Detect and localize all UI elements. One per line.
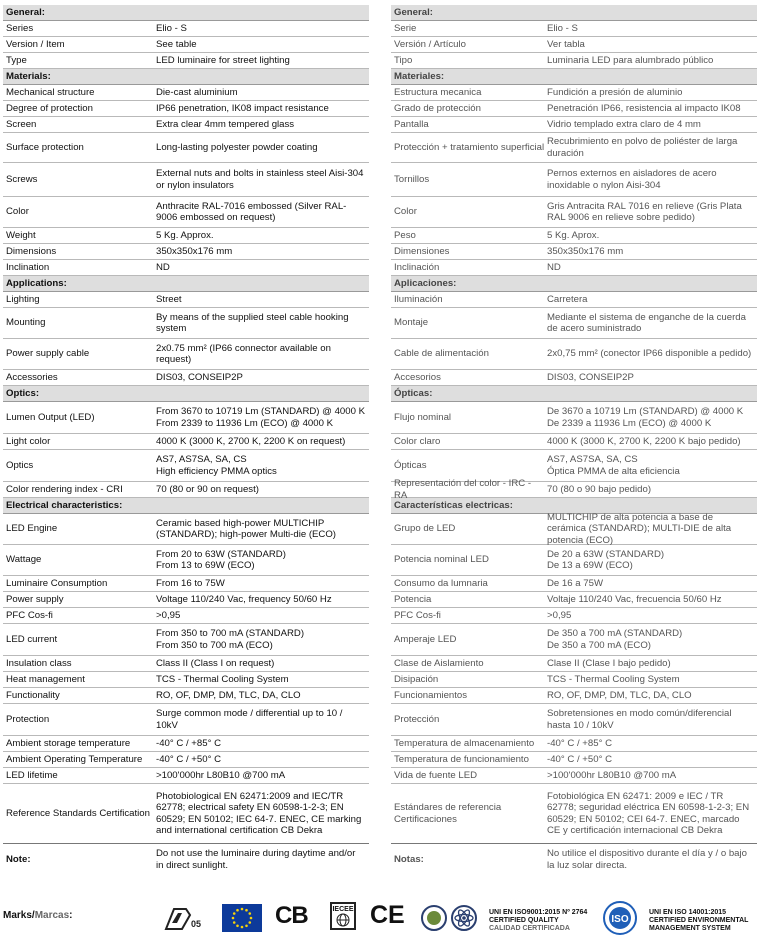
- spec-row: [391, 736, 757, 752]
- spec-label: PFC Cos-fi: [6, 609, 53, 621]
- spec-value: Luminaria LED para alumbrado público: [547, 54, 714, 66]
- eu-star-icon: [250, 917, 253, 920]
- spec-row: [3, 482, 369, 498]
- spec-row: [3, 21, 369, 37]
- note-row: [3, 844, 369, 875]
- spec-value: Voltaje 110/240 Vac, frecuencia 50/60 Hz: [547, 593, 722, 605]
- section-header: Materiales:: [391, 69, 757, 85]
- spec-label: Inclinación: [394, 261, 440, 273]
- spec-value: RO, OF, DMP, DM, TLC, DA, CLO: [547, 689, 692, 701]
- cb-mark: CB: [275, 902, 308, 929]
- spec-value: 70 (80 o 90 bajo pedido): [547, 483, 652, 495]
- spec-value: RO, OF, DMP, DM, TLC, DA, CLO: [156, 689, 301, 701]
- spec-value: From 20 to 63W (STANDARD) From 13 to 69W (ECO): [156, 548, 286, 571]
- spec-row: [3, 592, 369, 608]
- eu-star-icon: [233, 912, 236, 915]
- eu-star-icon: [248, 912, 251, 915]
- spec-value: Sobretensiones en modo común/diferencial hasta 10 / 10kV: [547, 708, 732, 731]
- eu-star-icon: [236, 924, 239, 927]
- spec-label: Dimensions: [6, 245, 57, 257]
- iecee-globe-icon: [334, 913, 352, 927]
- iecee-mark: IECEE: [330, 902, 356, 930]
- spec-value: External nuts and bolts in stainless steel Aisi-304 or nylon insulators: [156, 168, 364, 191]
- spec-value: -40° C / +85° C: [156, 737, 221, 749]
- spec-row: [3, 260, 369, 276]
- spec-label: Clase de Aislamiento: [394, 657, 484, 669]
- spec-value: De 20 a 63W (STANDARD) De 13 a 69W (ECO): [547, 548, 665, 571]
- spec-label: Cable de alimentación: [394, 348, 489, 360]
- spec-label: Ambient Operating Temperature: [6, 753, 143, 765]
- spec-value: From 3670 to 10719 Lm (STANDARD) @ 4000 K From 2339 to 11936 Lm (ECO) @ 4000 K: [156, 406, 365, 429]
- spec-label: Tipo: [394, 54, 413, 66]
- spec-value: Fundición a presión de aluminio: [547, 86, 683, 98]
- spec-label: LED Engine: [6, 523, 58, 535]
- eu-star-icon: [241, 926, 244, 929]
- spec-label: Series: [6, 22, 34, 34]
- spec-value: Fotobiológica EN 62471: 2009 e IEC / TR 62778; seguridad eléctrica EN 60598-1-2-3; EN 60529; EN 50102; CEI 64-7. ENEC, marcado CE y certificación internacional CB Dekra: [547, 791, 750, 836]
- spec-row: [3, 117, 369, 133]
- spec-label: Funcionamientos: [394, 689, 468, 701]
- spec-row: [391, 21, 757, 37]
- spec-row: [391, 545, 757, 576]
- spec-value: Recubrimiento en polvo de poliéster de larga duración: [547, 136, 738, 159]
- spec-label: Optics: [6, 459, 34, 471]
- spec-label: Inclination: [6, 261, 50, 273]
- spec-value: Street: [156, 293, 182, 305]
- spec-row: [3, 292, 369, 308]
- spec-label: Insulation class: [6, 657, 72, 669]
- spec-label: Color rendering index - CRI: [6, 483, 123, 495]
- section-header: Materials:: [3, 69, 369, 85]
- spec-label: Montaje: [394, 317, 429, 329]
- spec-value: Elio - S: [547, 22, 578, 34]
- spec-label: Iluminación: [394, 293, 443, 305]
- spec-value: Ver tabla: [547, 38, 585, 50]
- spec-row: [391, 101, 757, 117]
- spec-label: Peso: [394, 229, 416, 241]
- spec-row: [3, 704, 369, 736]
- spec-value: >100'000hr L80B10 @700 mA: [547, 769, 677, 781]
- spec-value: AS7, AS7SA, SA, CS Óptica PMMA de alta eficiencia: [547, 454, 680, 477]
- spec-value: Do not use the luminaire during daytime and/or in direct sunlight.: [156, 848, 356, 871]
- spec-row: [3, 370, 369, 386]
- eu-star-icon: [245, 924, 248, 927]
- spec-value: TCS - Thermal Cooling System: [156, 673, 289, 685]
- spec-value: Vidrio templado extra claro de 4 mm: [547, 118, 701, 130]
- spec-label: Potencia nominal LED: [394, 554, 489, 566]
- spec-row: [3, 784, 369, 844]
- spec-value: De 350 a 700 mA (STANDARD) De 350 a 700 mA (ECO): [547, 628, 683, 651]
- spec-row: [391, 672, 757, 688]
- spec-label: Pantalla: [394, 118, 429, 130]
- section-header: General:: [3, 5, 369, 21]
- spec-label: Grado de protección: [394, 102, 481, 114]
- spec-value: IP66 penetration, IK08 impact resistance: [156, 102, 329, 114]
- spec-row: [3, 402, 369, 434]
- spec-row: [3, 656, 369, 672]
- certification-marks: [0, 893, 758, 939]
- spec-value: See table: [156, 38, 197, 50]
- spec-value: Die-cast aluminium: [156, 86, 238, 98]
- spec-label: Consumo da lumnaria: [394, 577, 488, 589]
- spec-row: [391, 576, 757, 592]
- spec-label: Estándares de referencia Certificaciones: [394, 802, 502, 825]
- spec-row: [391, 608, 757, 624]
- spec-label: Tornillos: [394, 173, 430, 185]
- spec-label: Power supply: [6, 593, 64, 605]
- spec-label: PFC Cos-fi: [394, 609, 441, 621]
- spec-label: Lumen Output (LED): [6, 411, 95, 423]
- iso-badge-icon: [600, 901, 640, 935]
- spec-row: [391, 402, 757, 434]
- spec-label: Luminaire Consumption: [6, 577, 108, 589]
- spec-value: 4000 K (3000 K, 2700 K, 2200 K on request): [156, 435, 346, 447]
- spec-label: Amperaje LED: [394, 633, 457, 645]
- spec-row: [391, 85, 757, 101]
- spec-value: De 16 a 75W: [547, 577, 603, 589]
- spec-label: Power supply cable: [6, 348, 90, 360]
- spec-row: [391, 37, 757, 53]
- spec-label: Temperatura de almacenamiento: [394, 737, 535, 749]
- spec-row: [3, 688, 369, 704]
- spec-value: >0,95: [547, 609, 572, 621]
- spec-value: LED luminaire for street lighting: [156, 54, 290, 66]
- certification-seal-icon: [420, 903, 480, 933]
- spec-value: Extra clear 4mm tempered glass: [156, 118, 295, 130]
- spec-label: Lighting: [6, 293, 40, 305]
- spec-value: Clase II (Clase I bajo pedido): [547, 657, 671, 669]
- spec-value: No utilice el dispositivo durante el día y / o bajo la luz solar directa.: [547, 848, 747, 871]
- spec-value: Gris Antracita RAL 7016 en relieve (Gris Plata RAL 9006 en relieve sobre pedido): [547, 200, 742, 223]
- spec-row: [3, 736, 369, 752]
- spec-row: [3, 228, 369, 244]
- spec-value: 2x0,75 mm² (conector IP66 disponible a pedido): [547, 348, 752, 360]
- spec-label: Disipación: [394, 673, 439, 685]
- section-header: Electrical characteristics:: [3, 498, 369, 514]
- marks-label: Marks/Marcas:: [3, 910, 73, 921]
- spec-label: Version / Item: [6, 38, 65, 50]
- spec-row: [3, 576, 369, 592]
- spec-label: Dimensiones: [394, 245, 450, 257]
- section-header: Optics:: [3, 386, 369, 402]
- spec-row: [391, 450, 757, 482]
- spec-row: [3, 133, 369, 163]
- spec-value: >100'000hr L80B10 @700 mA: [156, 769, 286, 781]
- section-header: Applications:: [3, 276, 369, 292]
- spec-value: -40° C / +50° C: [156, 753, 221, 765]
- spec-row: [3, 101, 369, 117]
- spec-label: Degree of protection: [6, 102, 93, 114]
- spec-value: -40° C / +50° C: [547, 753, 612, 765]
- spec-label: Screen: [6, 118, 37, 130]
- spec-value: Surge common mode / differential up to 10 / 10kV: [156, 708, 343, 731]
- spec-value: MULTICHIP de alta potencia a base de cerámica (STANDARD); MULTI-DIE de alta potencia (ECO): [547, 512, 732, 546]
- spec-value: Pernos externos en aisladores de acero inoxidable o nylon Aisi-304: [547, 168, 717, 191]
- spec-row: [391, 514, 757, 545]
- spec-row: [391, 339, 757, 370]
- eu-star-icon: [233, 921, 236, 924]
- spec-label: Surface protection: [6, 141, 84, 153]
- enec-mark-icon: [160, 905, 206, 933]
- spec-row: [391, 478, 757, 501]
- svg-text:ISO: ISO: [611, 914, 629, 925]
- spec-table-spanish: [391, 5, 757, 875]
- spec-row: [391, 624, 757, 656]
- spec-label: Weight: [6, 229, 36, 241]
- spec-label: Heat management: [6, 673, 85, 685]
- spec-label: Accessories: [6, 371, 58, 383]
- spec-row: [391, 592, 757, 608]
- spec-row: [391, 434, 757, 450]
- spec-row: [391, 292, 757, 308]
- spec-row: [3, 53, 369, 69]
- note-row: [391, 844, 757, 875]
- spec-row: [391, 308, 757, 339]
- spec-row: [3, 545, 369, 576]
- iso9001-text: UNI EN ISO9001:2015 Nº 2764 CERTIFIED QUALITY CALIDAD CERTIFICADA: [489, 909, 588, 932]
- spec-value: >0,95: [156, 609, 181, 621]
- spec-label: Accesorios: [394, 371, 441, 383]
- spec-value: Carretera: [547, 293, 588, 305]
- spec-label: Notas:: [394, 853, 424, 865]
- spec-value: Anthracite RAL-7016 embossed (Silver RAL-9006 embossed on request): [156, 200, 347, 223]
- spec-row: [391, 260, 757, 276]
- spec-value: De 3670 a 10719 Lm (STANDARD) @ 4000 K De 2339 a 11936 Lm (ECO) @ 4000 K: [547, 406, 744, 429]
- eu-star-icon: [241, 908, 244, 911]
- spec-row: [3, 308, 369, 339]
- spec-value: Long-lasting polyester powder coating: [156, 141, 318, 153]
- spec-value: ND: [156, 261, 170, 273]
- spec-row: [3, 672, 369, 688]
- spec-label: Protección + tratamiento superficial: [394, 141, 545, 153]
- spec-row: [3, 37, 369, 53]
- spec-row: [3, 339, 369, 370]
- spec-label: LED lifetime: [6, 769, 58, 781]
- spec-row: [3, 450, 369, 482]
- spec-value: 70 (80 or 90 on request): [156, 483, 259, 495]
- spec-row: [391, 704, 757, 736]
- spec-value: DIS03, CONSEIP2P: [156, 371, 243, 383]
- eu-star-icon: [248, 921, 251, 924]
- spec-label: Representación del color - IRC - RA: [394, 478, 532, 501]
- spec-value: Ceramic based high-power MULTICHIP (STANDARD); high-power Multi-die (ECO): [156, 517, 337, 540]
- spec-value: Photobiological EN 62471:2009 and IEC/TR 62778; electrical safety EN 60598-1-2-3; EN 60529; EN 50102; IEC 64-7. ENEC, CE marking and international certification CB Dekra: [156, 791, 362, 836]
- spec-row: [3, 434, 369, 450]
- iso14001-text: UNI EN ISO 14001:2015 CERTIFIED ENVIRONMENTAL MANAGEMENT SYSTEM: [649, 909, 749, 932]
- spec-label: Type: [6, 54, 27, 66]
- spec-row: [3, 197, 369, 228]
- spec-row: [391, 656, 757, 672]
- spec-row: [391, 228, 757, 244]
- spec-value: From 16 to 75W: [156, 577, 225, 589]
- spec-label: Serie: [394, 22, 417, 34]
- spec-row: [3, 768, 369, 784]
- spec-label: LED current: [6, 633, 58, 645]
- svg-text:05: 05: [191, 919, 202, 929]
- spec-label: Functionality: [6, 689, 60, 701]
- spec-row: [391, 133, 757, 163]
- spec-value: DIS03, CONSEIP2P: [547, 371, 634, 383]
- spec-value: Class II (Class I on request): [156, 657, 275, 669]
- spec-value: Mediante el sistema de enganche de la cuerda de acero suministrado: [547, 311, 746, 334]
- spec-label: Color: [394, 206, 417, 218]
- spec-row: [391, 752, 757, 768]
- spec-row: [3, 85, 369, 101]
- section-header: General:: [391, 5, 757, 21]
- eu-flag-icon: [222, 904, 262, 932]
- spec-row: [391, 117, 757, 133]
- spec-row: [391, 688, 757, 704]
- ce-mark: CE: [370, 901, 405, 929]
- spec-label: Ópticas: [394, 459, 427, 471]
- spec-row: [391, 244, 757, 260]
- spec-row: [3, 514, 369, 545]
- eu-star-icon: [232, 917, 235, 920]
- spec-label: Note:: [6, 853, 31, 865]
- spec-row: [391, 370, 757, 386]
- spec-value: 4000 K (3000 K, 2700 K, 2200 K bajo pedido): [547, 435, 741, 447]
- spec-label: Flujo nominal: [394, 411, 452, 423]
- spec-label: Ambient storage temperature: [6, 737, 131, 749]
- spec-value: By means of the supplied steel cable hooking system: [156, 311, 349, 334]
- spec-label: Mechanical structure: [6, 86, 95, 98]
- spec-label: Protección: [394, 713, 440, 725]
- spec-label: Color claro: [394, 435, 441, 447]
- section-header: Aplicaciones:: [391, 276, 757, 292]
- spec-value: From 350 to 700 mA (STANDARD) From 350 to 700 mA (ECO): [156, 628, 305, 651]
- spec-value: 5 Kg. Approx.: [156, 229, 214, 241]
- spec-value: 5 Kg. Aprox.: [547, 229, 600, 241]
- spec-value: 2x0.75 mm² (IP66 connector available on request): [156, 342, 331, 365]
- spec-row: [391, 53, 757, 69]
- spec-row: [3, 624, 369, 656]
- spec-label: Temperatura de funcionamiento: [394, 753, 529, 765]
- spec-table-english: [3, 5, 369, 875]
- spec-row: [391, 768, 757, 784]
- spec-row: [391, 784, 757, 844]
- spec-label: Color: [6, 206, 29, 218]
- spec-label: Potencia: [394, 593, 432, 605]
- spec-label: Protection: [6, 713, 50, 725]
- spec-value: AS7, AS7SA, SA, CS High efficiency PMMA optics: [156, 454, 277, 477]
- spec-label: Light color: [6, 435, 51, 447]
- eu-star-icon: [245, 909, 248, 912]
- spec-value: ND: [547, 261, 561, 273]
- spec-label: Estructura mecanica: [394, 86, 482, 98]
- spec-value: TCS - Thermal Cooling System: [547, 673, 680, 685]
- spec-row: [391, 163, 757, 197]
- spec-label: Reference Standards Certification: [6, 807, 150, 819]
- eu-star-icon: [236, 909, 239, 912]
- spec-row: [3, 608, 369, 624]
- section-header: Características electricas:: [391, 498, 757, 514]
- spec-row: [3, 163, 369, 197]
- section-header: Ópticas:: [391, 386, 757, 402]
- spec-value: -40° C / +85° C: [547, 737, 612, 749]
- spec-label: Vida de fuente LED: [394, 769, 478, 781]
- spec-label: Screws: [6, 173, 38, 185]
- spec-label: Grupo de LED: [394, 523, 456, 535]
- spec-row: [3, 752, 369, 768]
- spec-value: 350x350x176 mm: [547, 245, 624, 257]
- spec-row: [3, 244, 369, 260]
- spec-value: 350x350x176 mm: [156, 245, 233, 257]
- spec-value: Voltage 110/240 Vac, frequency 50/60 Hz: [156, 593, 332, 605]
- spec-row: [391, 197, 757, 228]
- spec-label: Wattage: [6, 554, 42, 566]
- spec-value: Penetración IP66, resistencia al impacto IK08: [547, 102, 741, 114]
- spec-label: Mounting: [6, 317, 46, 329]
- spec-value: Elio - S: [156, 22, 187, 34]
- spec-label: Versión / Artículo: [394, 38, 466, 50]
